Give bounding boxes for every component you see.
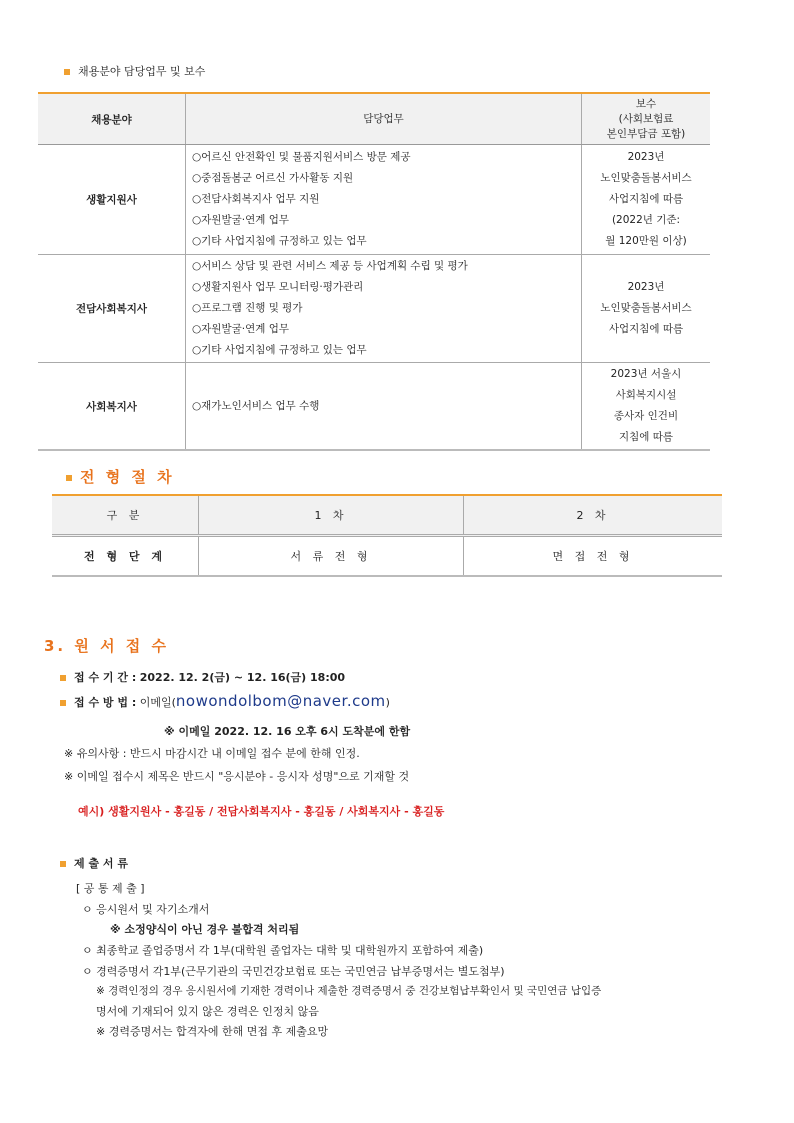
table-row (38, 363, 710, 451)
doc-item: ㅇ 최종학교 졸업증명서 각 1부(대학원 졸업자는 대학 및 대학원까지 포함하여 제출) (82, 944, 484, 957)
method-line (60, 692, 390, 710)
period-value: 2022. 12. 2(금) ~ 12. 16(금) 18:00 (139, 671, 346, 684)
pay-line: 월 120만원 이상) (605, 235, 687, 247)
header-category: 구 분 (52, 495, 199, 536)
duty-line: ○자원발굴·연계 업무 (192, 323, 289, 335)
pay-line: 종사자 인건비 (613, 410, 679, 422)
bullet-icon (60, 700, 66, 706)
stage-round1: 서 류 전 형 (199, 536, 464, 577)
pay-line: 사회복지시설 (615, 389, 677, 401)
pay-cell (582, 145, 711, 255)
header-duties: 담당업무 (186, 93, 582, 145)
doc-note: 명서에 기재되어 있지 않은 경력은 인정치 않음 (96, 1005, 319, 1018)
period-line (60, 669, 345, 685)
doc-item: ㅇ 응시원서 및 자기소개서 (82, 903, 210, 916)
pay-line: 사업지침에 따름 (608, 193, 684, 205)
duty-line: ○프로그램 진행 및 평가 (192, 302, 303, 314)
example-line: 예시) 생활지원사 - 홍길동 / 전담사회복지사 - 홍길동 / 사회복지사 - 홍길동 (78, 805, 445, 818)
pay-line: 사업지침에 따름 (608, 323, 684, 335)
header-round1: 1 차 (199, 495, 464, 536)
duties-cell (186, 255, 582, 363)
pay-line: 지침에 따름 (618, 431, 674, 443)
pay-line: 2023년 (627, 281, 665, 293)
duties-cell (186, 145, 582, 255)
stage-round2: 면 접 전 형 (464, 536, 723, 577)
duty-line: ○자원발굴·연계 업무 (192, 214, 289, 226)
selection-table (52, 494, 722, 577)
bullet-icon (66, 475, 72, 481)
duty-line: ○중점돌봄군 어르신 가사활동 지원 (192, 172, 354, 184)
doc-item: ㅇ 경력증명서 각1부(근무기관의 국민건강보험료 또는 국민연금 납부증명서는 별도첨부) (82, 965, 505, 978)
email-note: ※ 이메일 2022. 12. 16 오후 6시 도착분에 한함 (164, 725, 411, 738)
pay-cell (582, 255, 711, 363)
bullet-icon (60, 675, 66, 681)
pay-line: (2022년 기준: (611, 214, 681, 226)
method-close: ) (385, 696, 390, 709)
duty-line: ○어르신 안전확인 및 물품지원서비스 방문 제공 (192, 151, 411, 163)
duty-line: ○기타 사업지침에 규정하고 있는 업무 (192, 344, 367, 356)
table-header-row (38, 93, 710, 145)
duties-cell (186, 363, 582, 451)
table-row (52, 536, 722, 577)
method-label: 접 수 방 법 : (74, 696, 137, 709)
header-pay-line: 본인부담금 포함) (606, 127, 686, 140)
pay-line: 노인맞춤돌봄서비스 (600, 172, 692, 184)
header-pay (582, 93, 711, 145)
field-cell: 사회복지사 (38, 363, 186, 451)
bullet-icon (60, 861, 66, 867)
header-round2: 2 차 (464, 495, 723, 536)
table-row (38, 255, 710, 363)
doc-note: ※ 소정양식이 아닌 경우 불합격 처리됨 (110, 923, 300, 936)
duty-line: ○기타 사업지침에 규정하고 있는 업무 (192, 235, 367, 247)
pay-cell (582, 363, 711, 451)
recruitment-table (38, 92, 710, 451)
method-value: 이메일( (139, 696, 176, 709)
duty-line: ○생활지원사 업무 모니터링·평가관리 (192, 281, 364, 293)
pay-line: 노인맞춤돌봄서비스 (600, 302, 692, 314)
pay-line: 2023년 (627, 151, 665, 163)
duty-line: ○전담사회복지사 업무 지원 (192, 193, 320, 205)
field-cell: 전담사회복지사 (38, 255, 186, 363)
duty-line: ○재가노인서비스 업무 수행 (192, 399, 320, 412)
note-subject: ※ 이메일 접수시 제목은 반드시 "응시분야 - 응시자 성명"으로 기재할 것 (64, 770, 410, 783)
section3-heading: 3. 원 서 접 수 (44, 637, 169, 655)
header-pay-line: 보수 (635, 97, 657, 110)
period-label: 접 수 기 간 : (74, 671, 137, 684)
doc-note: ※ 경력증명서는 합격자에 한해 면접 후 제출요망 (96, 1025, 329, 1038)
section2-heading: 전 형 절 차 (66, 466, 175, 487)
email-link[interactable]: nowondolbom@naver.com (175, 692, 386, 710)
table-row (38, 145, 710, 255)
note-caution: ※ 유의사항 : 반드시 마감시간 내 이메일 접수 분에 한해 인정. (64, 747, 360, 760)
header-pay-line: (사회보험료 (618, 112, 674, 125)
bullet-icon (64, 69, 70, 75)
section1-heading: 채용분야 담당업무 및 보수 (64, 63, 205, 79)
table-header-row (52, 495, 722, 536)
stage-label: 전 형 단 계 (52, 536, 199, 577)
common-label: [ 공 통 제 출 ] (76, 882, 145, 895)
duty-line: ○서비스 상담 및 관련 서비스 제공 등 사업계획 수립 및 평가 (192, 260, 468, 272)
header-field: 채용분야 (38, 93, 186, 145)
doc-note: ※ 경력인정의 경우 응시원서에 기재한 경력이나 제출한 경력증명서 중 건강보험납부확인서 및 국민연금 납입증 (96, 985, 602, 997)
section4-heading: 제 출 서 류 (60, 855, 128, 871)
pay-line: 2023년 서울시 (610, 368, 682, 380)
field-cell: 생활지원사 (38, 145, 186, 255)
